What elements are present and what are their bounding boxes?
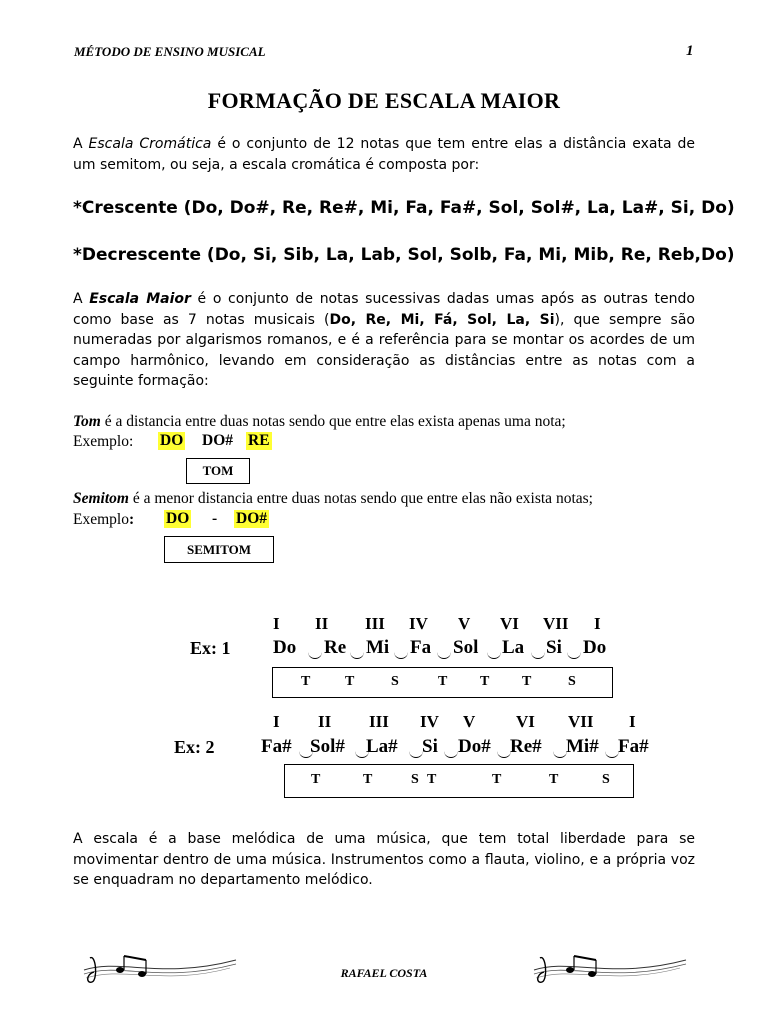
step: S (411, 772, 419, 787)
roman-numeral: IV (409, 614, 428, 633)
text-run: A (73, 291, 90, 307)
note-do-sharp: DO# (236, 510, 267, 527)
step: T (492, 772, 502, 787)
note-do: DO (160, 432, 184, 449)
roman-numeral: VII (543, 614, 569, 633)
note-re: RE (248, 432, 270, 449)
tie-arc (531, 652, 545, 659)
note: Sol (453, 637, 479, 658)
step: T (522, 674, 532, 689)
closing-paragraph: A escala é a base melódica de uma música, que tem total liberdade para se movimentar dentro de uma música. Instrumentos como a flauta, violino, e a própria voz se enquadram no departamento melódico. (73, 831, 695, 888)
step: T (427, 772, 437, 787)
roman-numeral: VII (568, 712, 594, 731)
decrescente-line: *Decrescente (Do, Si, Sib, La, Lab, Sol, Solb, Fa, Mi, Mib, Re, Reb,Do) (73, 245, 735, 265)
semitom-definition (73, 490, 593, 508)
roman-numeral: III (365, 614, 385, 633)
tie-arc (409, 751, 423, 758)
roman-numeral: I (273, 712, 280, 731)
tie-arc (567, 652, 581, 659)
example-label: Ex: 1 (190, 638, 231, 658)
tom-box: TOM (186, 458, 250, 484)
tie-arc (308, 652, 322, 659)
tie-arc (553, 751, 567, 758)
tie-arc (605, 751, 619, 758)
roman-numeral: II (318, 712, 332, 731)
term-tom: Tom (73, 413, 101, 430)
note: Do# (458, 736, 491, 757)
roman-numeral: V (463, 712, 476, 731)
steps-box (284, 764, 634, 798)
note: Fa# (261, 736, 292, 757)
step: T (301, 674, 311, 689)
text-run: é o conjunto de 12 notas que tem entre elas a distância exata de um semitom, ou seja, a escala cromática é composta por: (73, 136, 695, 173)
term-escala-cromatica: Escala Cromática (88, 136, 212, 152)
note: Re# (510, 736, 542, 757)
tie-arc (394, 652, 408, 659)
chromatic-paragraph (73, 134, 695, 175)
term-escala-maior: Escala Maior (89, 291, 191, 307)
note: Mi (366, 637, 390, 658)
tie-arc (437, 652, 451, 659)
term-semitom: Semitom (73, 490, 129, 507)
roman-numeral: I (594, 614, 601, 633)
note: Fa# (618, 736, 649, 757)
note: Si (422, 736, 438, 757)
roman-numeral: I (273, 614, 280, 633)
roman-numeral: IV (420, 712, 439, 731)
footer-author: RAFAEL COSTA (340, 966, 428, 980)
step: T (480, 674, 490, 689)
note: Do (273, 637, 297, 658)
text-run: é a distancia entre duas notas sendo que entre elas exista apenas uma nota; (100, 413, 566, 430)
note: La (502, 637, 525, 658)
note: Sol# (310, 736, 345, 757)
major-scale-paragraph (73, 289, 695, 392)
page-number: 1 (686, 43, 694, 59)
text-run: é a menor distancia entre duas notas sendo que entre elas não exista notas; (128, 490, 593, 507)
note-do: DO (166, 510, 190, 527)
note: La# (366, 736, 398, 757)
note: Re (324, 637, 347, 658)
step: S (391, 674, 399, 689)
tie-arc (350, 652, 364, 659)
note: Do (583, 637, 607, 658)
tie-arc (444, 751, 458, 758)
step: S (568, 674, 576, 689)
page-title: FORMAÇÃO DE ESCALA MAIOR (207, 88, 561, 113)
step: T (363, 772, 373, 787)
musical-notes-list: Do, Re, Mi, Fá, Sol, La, Si (329, 311, 555, 328)
tom-example (73, 433, 133, 451)
roman-numeral: III (369, 712, 389, 731)
running-header: MÉTODO DE ENSINO MUSICAL (74, 44, 266, 59)
tie-arc (497, 751, 511, 758)
colon: : (128, 511, 135, 528)
roman-numeral: VI (500, 614, 519, 633)
note: Mi# (566, 736, 599, 757)
step: T (438, 674, 448, 689)
tie-arc (487, 652, 501, 659)
crescente-line: *Crescente (Do, Do#, Re, Re#, Mi, Fa, Fa#, Sol, Sol#, La, La#, Si, Do) (73, 198, 735, 218)
step: S (602, 772, 610, 787)
example-label: Ex: 2 (174, 737, 215, 757)
roman-numeral: I (629, 712, 636, 731)
text-run: ), que sempre são numeradas por algarismos romanos, e é a referência para se montar os acordes de um campo harmônico, levando em consideração as distâncias entre as notas com a seguinte formação: (73, 311, 695, 389)
step: T (549, 772, 559, 787)
roman-numeral: II (315, 614, 329, 633)
note: Fa (410, 637, 432, 658)
roman-numeral: V (458, 614, 471, 633)
example-label: Exemplo: (73, 433, 134, 450)
example-label: Exemplo (73, 511, 129, 528)
step: T (311, 772, 321, 787)
roman-numeral: VI (516, 712, 535, 731)
note-do-sharp: DO# (202, 432, 233, 449)
dash: - (212, 510, 218, 527)
note: Si (546, 637, 562, 658)
semitom-box: SEMITOM (164, 536, 274, 563)
tom-definition (73, 413, 566, 431)
step: T (345, 674, 355, 689)
semitom-example (73, 511, 134, 529)
text-run: A (73, 136, 89, 152)
text-run: é o conjunto de notas sucessivas dadas umas após as outras tendo como base as 7 notas musicais ( (73, 291, 695, 328)
